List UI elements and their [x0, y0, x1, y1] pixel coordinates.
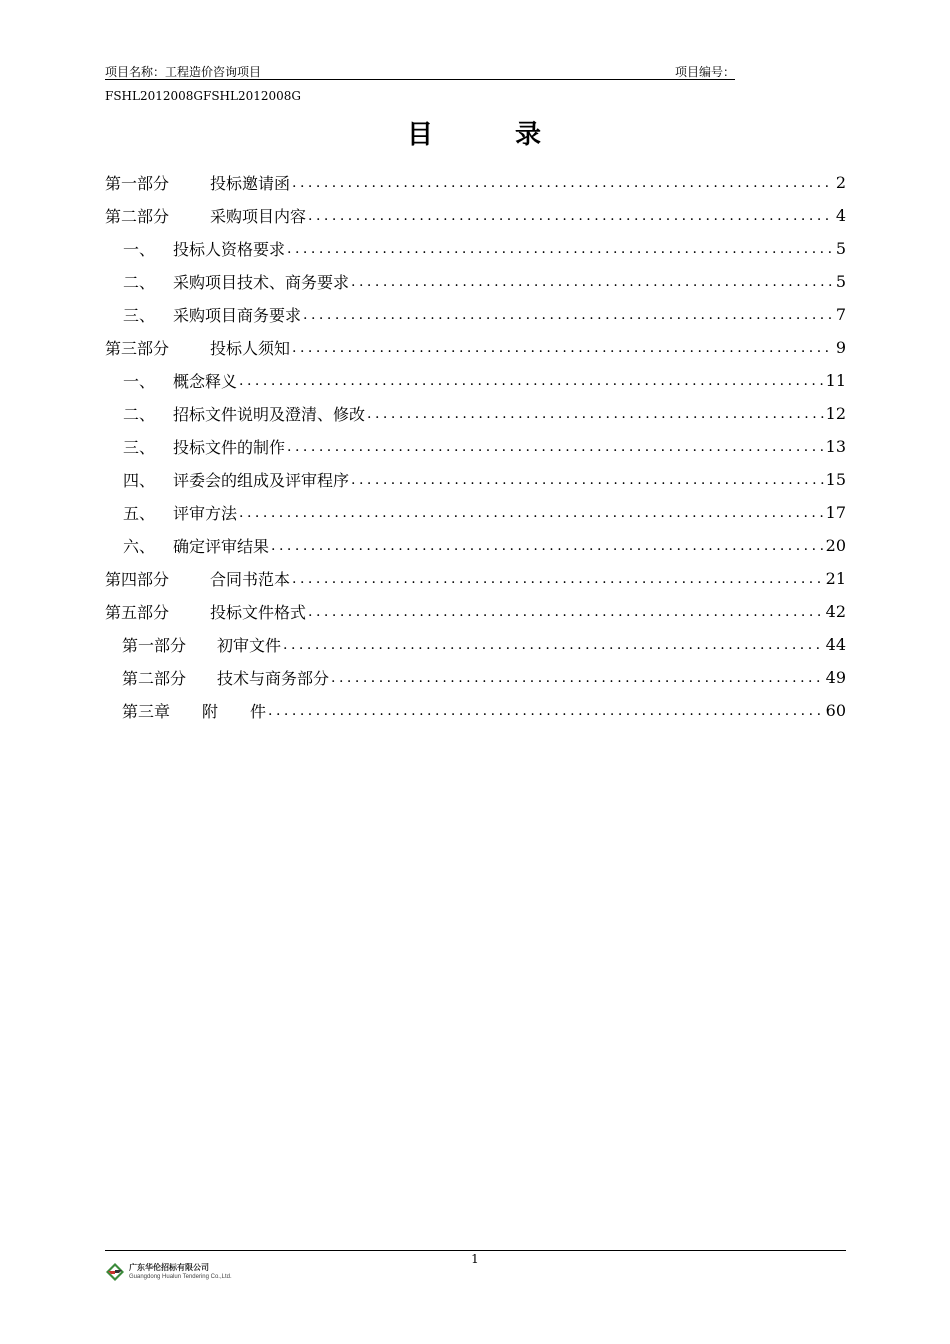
toc-entry-page: 20	[825, 536, 846, 555]
toc-entry-title: 投标邀请函	[210, 174, 291, 193]
toc-entry-page: 21	[825, 569, 846, 588]
toc-entry-number: 三、	[123, 438, 156, 457]
footer-divider	[105, 1250, 846, 1251]
toc-entry-title: 概念释义	[173, 372, 238, 391]
toc-entry-page: 15	[825, 470, 846, 489]
toc-leader-dots	[287, 439, 824, 455]
toc-entry-page: 17	[825, 503, 846, 522]
toc-entry-title: 采购项目技术、商务要求	[173, 273, 350, 292]
toc-entry-number: 六、	[123, 537, 156, 556]
toc-entry[interactable]	[105, 331, 846, 364]
toc-entry-number: 第一部分	[105, 174, 170, 193]
toc-entry-number: 二、	[123, 273, 156, 292]
toc-entry-page: 9	[835, 338, 846, 357]
toc-leader-dots	[308, 604, 824, 620]
toc-entry-title: 附 件	[202, 702, 267, 721]
toc-entry-title: 招标文件说明及澄清、修改	[173, 405, 366, 424]
toc-entry-page: 60	[825, 701, 846, 720]
toc-entry[interactable]	[105, 694, 846, 727]
toc-entry[interactable]	[105, 265, 846, 298]
toc-leader-dots	[303, 307, 834, 323]
toc-leader-dots	[283, 637, 824, 653]
toc-entry-number: 第四部分	[105, 570, 170, 589]
toc-leader-dots	[351, 472, 824, 488]
toc-entry[interactable]	[105, 463, 846, 496]
toc-leader-dots	[292, 175, 834, 191]
toc-leader-dots	[271, 538, 824, 554]
toc-entry-number: 第二部分	[105, 207, 170, 226]
toc-entry[interactable]	[105, 397, 846, 430]
toc-entry-title: 合同书范本	[210, 570, 291, 589]
toc-entry[interactable]	[105, 661, 846, 694]
page-number: 1	[471, 1252, 479, 1266]
toc-entry-title: 初审文件	[217, 636, 282, 655]
toc-entry-title: 采购项目内容	[210, 207, 307, 226]
toc-leader-dots	[287, 241, 834, 257]
toc-entry[interactable]	[105, 595, 846, 628]
toc-entry-title: 评审方法	[173, 504, 238, 523]
toc-entry-title: 投标文件格式	[210, 603, 307, 622]
project-name: 项目名称：工程造价咨询项目	[105, 65, 262, 79]
toc-entry-number: 四、	[123, 471, 156, 490]
toc-title-char: 目	[406, 120, 435, 150]
toc-entry-page: 44	[825, 635, 846, 654]
project-number-label: 项目编号：	[674, 65, 735, 79]
toc-entry[interactable]	[105, 364, 846, 397]
toc-entry-number: 一、	[123, 240, 156, 259]
toc-entry-page: 7	[835, 305, 846, 324]
toc-entry-page: 5	[835, 239, 846, 258]
toc-entry-title: 采购项目商务要求	[173, 306, 302, 325]
toc-title	[0, 114, 950, 151]
project-number-value: FSHL2012008GFSHL2012008G	[105, 89, 302, 103]
company-name-cn: 广东华伦招标有限公司	[129, 1263, 209, 1272]
toc-entry-page: 4	[835, 206, 846, 225]
toc-leader-dots	[331, 670, 824, 686]
toc-leader-dots	[367, 406, 824, 422]
toc-entry[interactable]	[105, 298, 846, 331]
toc-entry[interactable]	[105, 166, 846, 199]
toc-entry-page: 42	[825, 602, 846, 621]
toc-entry[interactable]	[105, 562, 846, 595]
toc-entry[interactable]	[105, 232, 846, 265]
toc-leader-dots	[308, 208, 834, 224]
toc-entry-page: 12	[825, 404, 846, 423]
toc-entry-title: 评委会的组成及评审程序	[173, 471, 350, 490]
toc-entry-number: 三、	[123, 306, 156, 325]
toc-entry[interactable]	[105, 199, 846, 232]
company-logo	[105, 1262, 232, 1282]
toc-entry-number: 第一部分	[122, 636, 187, 655]
table-of-contents	[105, 166, 846, 727]
toc-entry[interactable]	[105, 496, 846, 529]
page-header	[105, 63, 735, 80]
toc-entry-page: 5	[835, 272, 846, 291]
toc-leader-dots	[268, 703, 824, 719]
toc-entry-number: 第三部分	[105, 339, 170, 358]
company-name-en: Guangdong Hualun Tendering Co.,Ltd.	[129, 1274, 232, 1280]
toc-entry-title: 投标文件的制作	[173, 438, 286, 457]
toc-entry-title: 确定评审结果	[173, 537, 270, 556]
toc-entry-number: 一、	[123, 372, 156, 391]
toc-entry-page: 13	[825, 437, 846, 456]
toc-leader-dots	[292, 340, 834, 356]
toc-entry-number: 第二部分	[122, 669, 187, 688]
toc-entry-title: 投标人须知	[210, 339, 291, 358]
toc-entry-number: 第三章	[122, 702, 171, 721]
toc-entry-title: 投标人资格要求	[173, 240, 286, 259]
toc-entry-number: 第五部分	[105, 603, 170, 622]
toc-entry-title: 技术与商务部分	[217, 669, 330, 688]
toc-title-char: 录	[515, 120, 544, 150]
toc-entry[interactable]	[105, 529, 846, 562]
toc-leader-dots	[292, 571, 824, 587]
toc-entry-number: 五、	[123, 504, 156, 523]
company-logo-icon	[105, 1262, 125, 1282]
toc-entry[interactable]	[105, 430, 846, 463]
toc-entry-page: 2	[835, 173, 846, 192]
toc-entry-number: 二、	[123, 405, 156, 424]
toc-leader-dots	[239, 373, 824, 389]
toc-entry[interactable]	[105, 628, 846, 661]
toc-leader-dots	[239, 505, 824, 521]
toc-leader-dots	[351, 274, 834, 290]
toc-entry-page: 49	[825, 668, 846, 687]
toc-entry-page: 11	[825, 371, 846, 390]
